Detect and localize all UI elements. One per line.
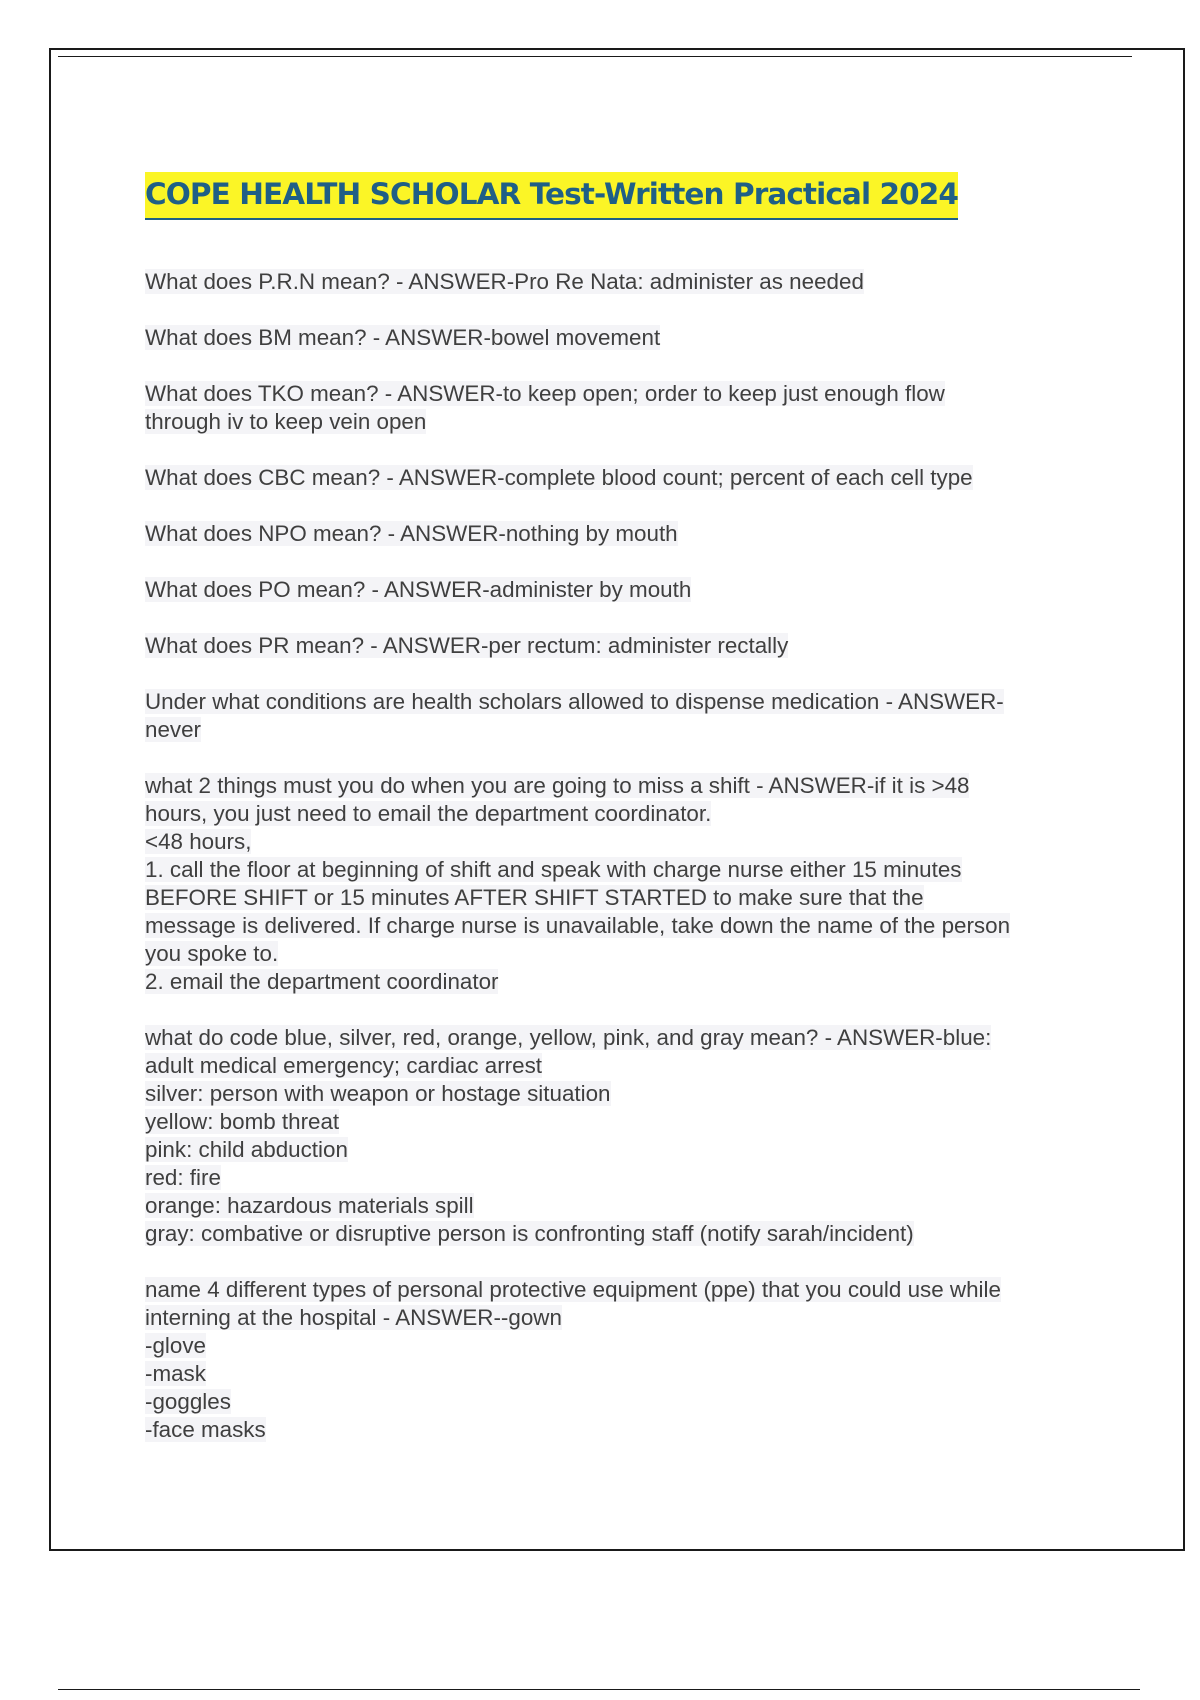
qa-line-text: yellow: bomb threat	[145, 1109, 340, 1134]
qa-line-text: silver: person with weapon or hostage situation	[145, 1081, 611, 1106]
qa-line	[145, 1024, 1090, 1052]
qa-line-text: interning at the hospital - ANSWER--gown	[145, 1305, 562, 1330]
qa-line-text: What does BM mean? - ANSWER-bowel movement	[145, 325, 661, 350]
qa-line	[145, 912, 1090, 940]
top-rule	[58, 56, 1132, 57]
qa-item	[145, 324, 1090, 352]
qa-list	[145, 268, 1090, 1472]
qa-line	[145, 772, 1090, 800]
qa-line	[145, 856, 1090, 884]
qa-item	[145, 1276, 1090, 1444]
qa-line-text: -face masks	[145, 1417, 266, 1442]
qa-line	[145, 800, 1090, 828]
qa-item	[145, 520, 1090, 548]
qa-line	[145, 1416, 1090, 1444]
qa-item	[145, 632, 1090, 660]
qa-line	[145, 1080, 1090, 1108]
qa-line-text: -goggles	[145, 1389, 231, 1414]
qa-item	[145, 380, 1090, 436]
qa-line-text: pink: child abduction	[145, 1137, 348, 1162]
qa-line	[145, 1192, 1090, 1220]
qa-line	[145, 1136, 1090, 1164]
qa-item	[145, 268, 1090, 296]
qa-item	[145, 576, 1090, 604]
qa-line-text: adult medical emergency; cardiac arrest	[145, 1053, 542, 1078]
qa-line	[145, 380, 1090, 408]
qa-line-text: red: fire	[145, 1165, 221, 1190]
qa-line	[145, 576, 1090, 604]
qa-line-text: -glove	[145, 1333, 206, 1358]
qa-line-text: orange: hazardous materials spill	[145, 1193, 474, 1218]
qa-line	[145, 632, 1090, 660]
qa-line-text: Under what conditions are health scholars allowed to dispense medication - ANSWER-	[145, 689, 1004, 714]
qa-line	[145, 464, 1090, 492]
qa-line	[145, 1276, 1090, 1304]
qa-line-text: what do code blue, silver, red, orange, yellow, pink, and gray mean? - ANSWER-blue:	[145, 1025, 992, 1050]
qa-line-text: never	[145, 717, 202, 742]
qa-line	[145, 1052, 1090, 1080]
qa-item	[145, 772, 1090, 996]
qa-line	[145, 1388, 1090, 1416]
qa-line	[145, 1304, 1090, 1332]
qa-line	[145, 884, 1090, 912]
qa-line-text: -mask	[145, 1361, 206, 1386]
qa-line	[145, 520, 1090, 548]
qa-line	[145, 968, 1090, 996]
qa-line-text: What does PO mean? - ANSWER-administer by mouth	[145, 577, 692, 602]
qa-line	[145, 940, 1090, 968]
qa-line-text: What does P.R.N mean? - ANSWER-Pro Re Nata: administer as needed	[145, 269, 864, 294]
qa-line	[145, 1108, 1090, 1136]
qa-line	[145, 268, 1090, 296]
qa-line-text: through iv to keep vein open	[145, 409, 427, 434]
qa-line-text: name 4 different types of personal protective equipment (ppe) that you could use while	[145, 1277, 1001, 1302]
qa-line-text: What does TKO mean? - ANSWER-to keep open; order to keep just enough flow	[145, 381, 945, 406]
qa-item	[145, 1024, 1090, 1248]
qa-line-text: <48 hours,	[145, 829, 252, 854]
qa-line-text: hours, you just need to email the department coordinator.	[145, 801, 712, 826]
qa-line-text: BEFORE SHIFT or 15 minutes AFTER SHIFT STARTED to make sure that the	[145, 885, 924, 910]
qa-line-text: what 2 things must you do when you are going to miss a shift - ANSWER-if it is >48	[145, 773, 970, 798]
qa-line	[145, 828, 1090, 856]
qa-line-text: 2. email the department coordinator	[145, 969, 499, 994]
qa-line	[145, 716, 1090, 744]
qa-line-text: 1. call the floor at beginning of shift and speak with charge nurse either 15 minutes	[145, 857, 962, 882]
qa-line	[145, 1332, 1090, 1360]
qa-item	[145, 464, 1090, 492]
qa-line	[145, 688, 1090, 716]
document-title: COPE HEALTH SCHOLAR Test-Written Practical 2024	[145, 172, 958, 220]
qa-line	[145, 1360, 1090, 1388]
qa-line-text: message is delivered. If charge nurse is unavailable, take down the name of the person	[145, 913, 1011, 938]
qa-line-text: you spoke to.	[145, 941, 279, 966]
qa-line	[145, 1164, 1090, 1192]
qa-line-text: What does CBC mean? - ANSWER-complete blood count; percent of each cell type	[145, 465, 973, 490]
qa-line-text: What does NPO mean? - ANSWER-nothing by mouth	[145, 521, 678, 546]
bottom-rule	[58, 1689, 1140, 1690]
qa-line	[145, 324, 1090, 352]
qa-line-text: gray: combative or disruptive person is confronting staff (notify sarah/incident)	[145, 1221, 914, 1246]
qa-line-text: What does PR mean? - ANSWER-per rectum: administer rectally	[145, 633, 789, 658]
qa-line	[145, 1220, 1090, 1248]
qa-item	[145, 688, 1090, 744]
qa-line	[145, 408, 1090, 436]
